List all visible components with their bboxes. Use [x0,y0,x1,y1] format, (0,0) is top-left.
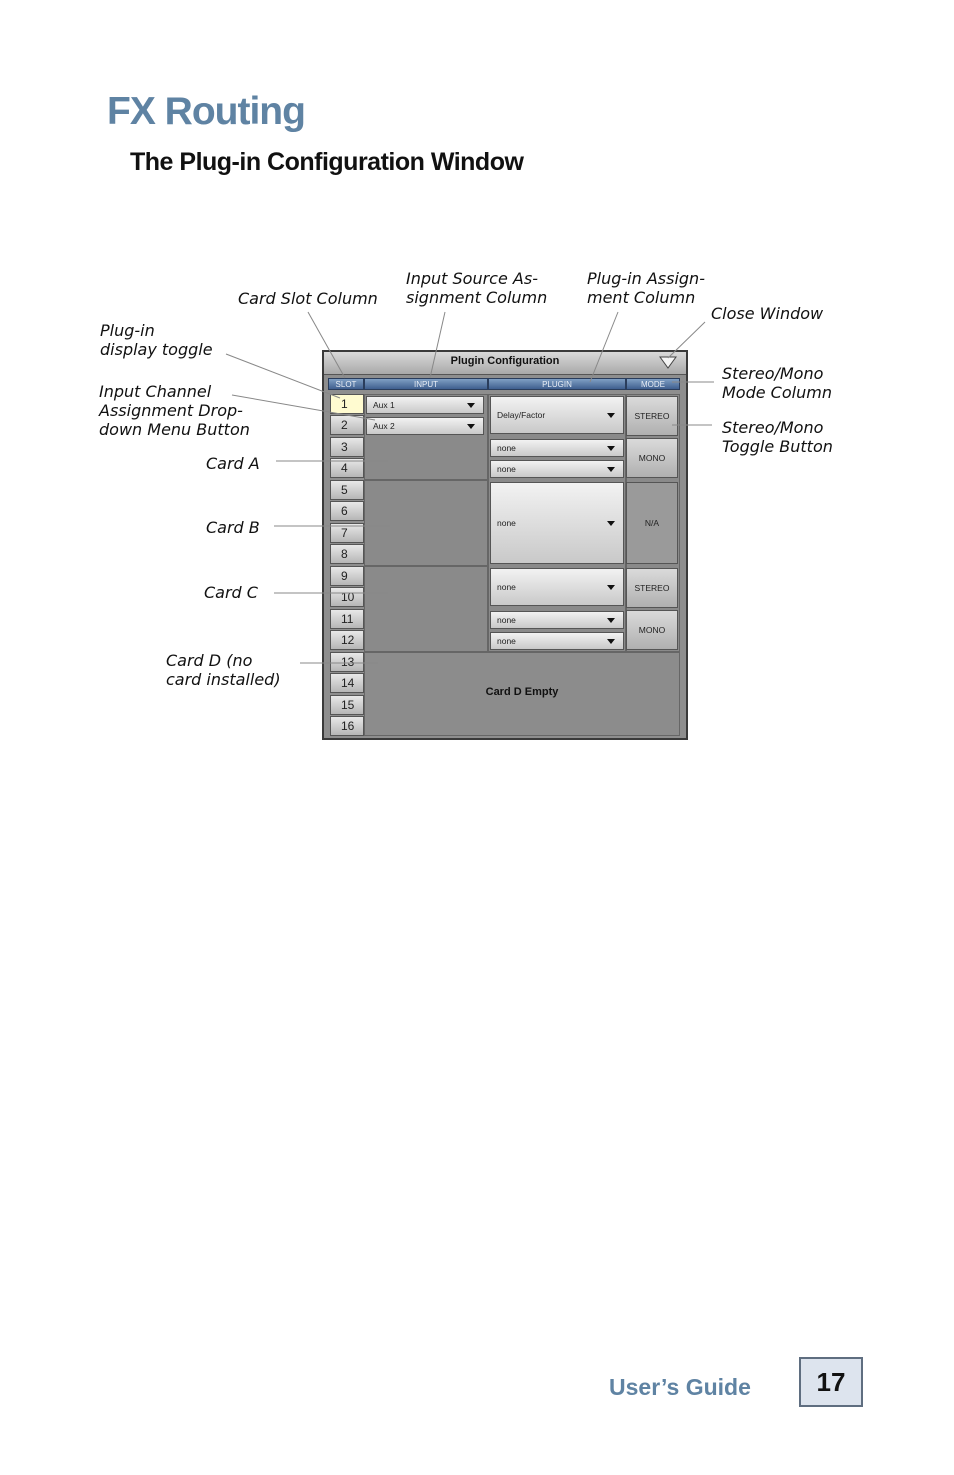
mode-toggle-card-c-bottom[interactable]: MONO [626,610,678,650]
plugin-dropdown-value: none [497,443,516,453]
plugin-display-toggle[interactable]: SLOT [328,378,364,390]
callout-close-window: Close Window [711,304,824,323]
slot-11[interactable]: 11 [330,609,364,629]
callout-plugin-assignment-column: Plug-in Assign- ment Column [587,269,705,307]
slot-8[interactable]: 8 [330,544,364,564]
callout-stereo-mono-toggle: Stereo/Mono Toggle Button [722,418,833,456]
callout-card-b: Card B [206,518,260,537]
callout-card-a: Card A [206,454,260,473]
slot-16[interactable]: 16 [330,716,364,736]
slot-6[interactable]: 6 [330,501,364,521]
mode-toggle-card-c-top[interactable]: STEREO [626,568,678,608]
slot-1[interactable]: 1 [330,394,364,414]
header-input: INPUT [364,378,488,390]
plugin-dropdown-value: Delay/Factor [497,410,546,420]
page-number: 17 [799,1357,863,1407]
plugin-dropdown-value: none [497,518,516,528]
callout-stereo-mono-mode-column: Stereo/Mono Mode Column [722,364,832,402]
mode-toggle-card-a-bottom[interactable]: MONO [626,438,678,478]
callout-input-source-column: Input Source As- signment Column [406,269,548,307]
page-title: FX Routing [107,90,305,133]
callout-plugin-display-toggle: Plug-in display toggle [100,321,213,359]
input-dropdown-value: Aux 2 [373,421,395,431]
callout-input-channel-dropdown: Input Channel Assignment Drop- down Menu Button [99,382,250,439]
header-mode: MODE [626,378,680,390]
plugin-dropdown-value: none [497,615,516,625]
callout-card-d: Card D (no card installed) [166,651,281,689]
slot-15[interactable]: 15 [330,695,364,715]
slot-12[interactable]: 12 [330,630,364,650]
slot-3[interactable]: 3 [330,437,364,457]
slot-4[interactable]: 4 [330,458,364,478]
plugin-dropdown-value: none [497,464,516,474]
slot-5[interactable]: 5 [330,480,364,500]
plugin-dropdown-value: none [497,582,516,592]
slot-14[interactable]: 14 [330,673,364,693]
callout-card-c: Card C [204,583,258,602]
slot-10[interactable]: 10 [330,587,364,607]
mode-toggle-card-a-top[interactable]: STEREO [626,396,678,436]
header-plugin: PLUGIN [488,378,626,390]
card-d-empty-area: Card D Empty [364,652,680,736]
window-title: Plugin Configuration [450,355,560,367]
footer-label: User’s Guide [609,1374,751,1400]
slot-9[interactable]: 9 [330,566,364,586]
slot-7[interactable]: 7 [330,523,364,543]
mode-card-b-na: N/A [626,482,678,564]
plugin-dropdown-value: none [497,636,516,646]
input-dropdown-value: Aux 1 [373,400,395,410]
callout-card-slot-column: Card Slot Column [238,289,378,308]
page-subtitle: The Plug-in Configuration Window [130,148,524,176]
slot-13[interactable]: 13 [330,652,364,672]
slot-2[interactable]: 2 [330,415,364,435]
